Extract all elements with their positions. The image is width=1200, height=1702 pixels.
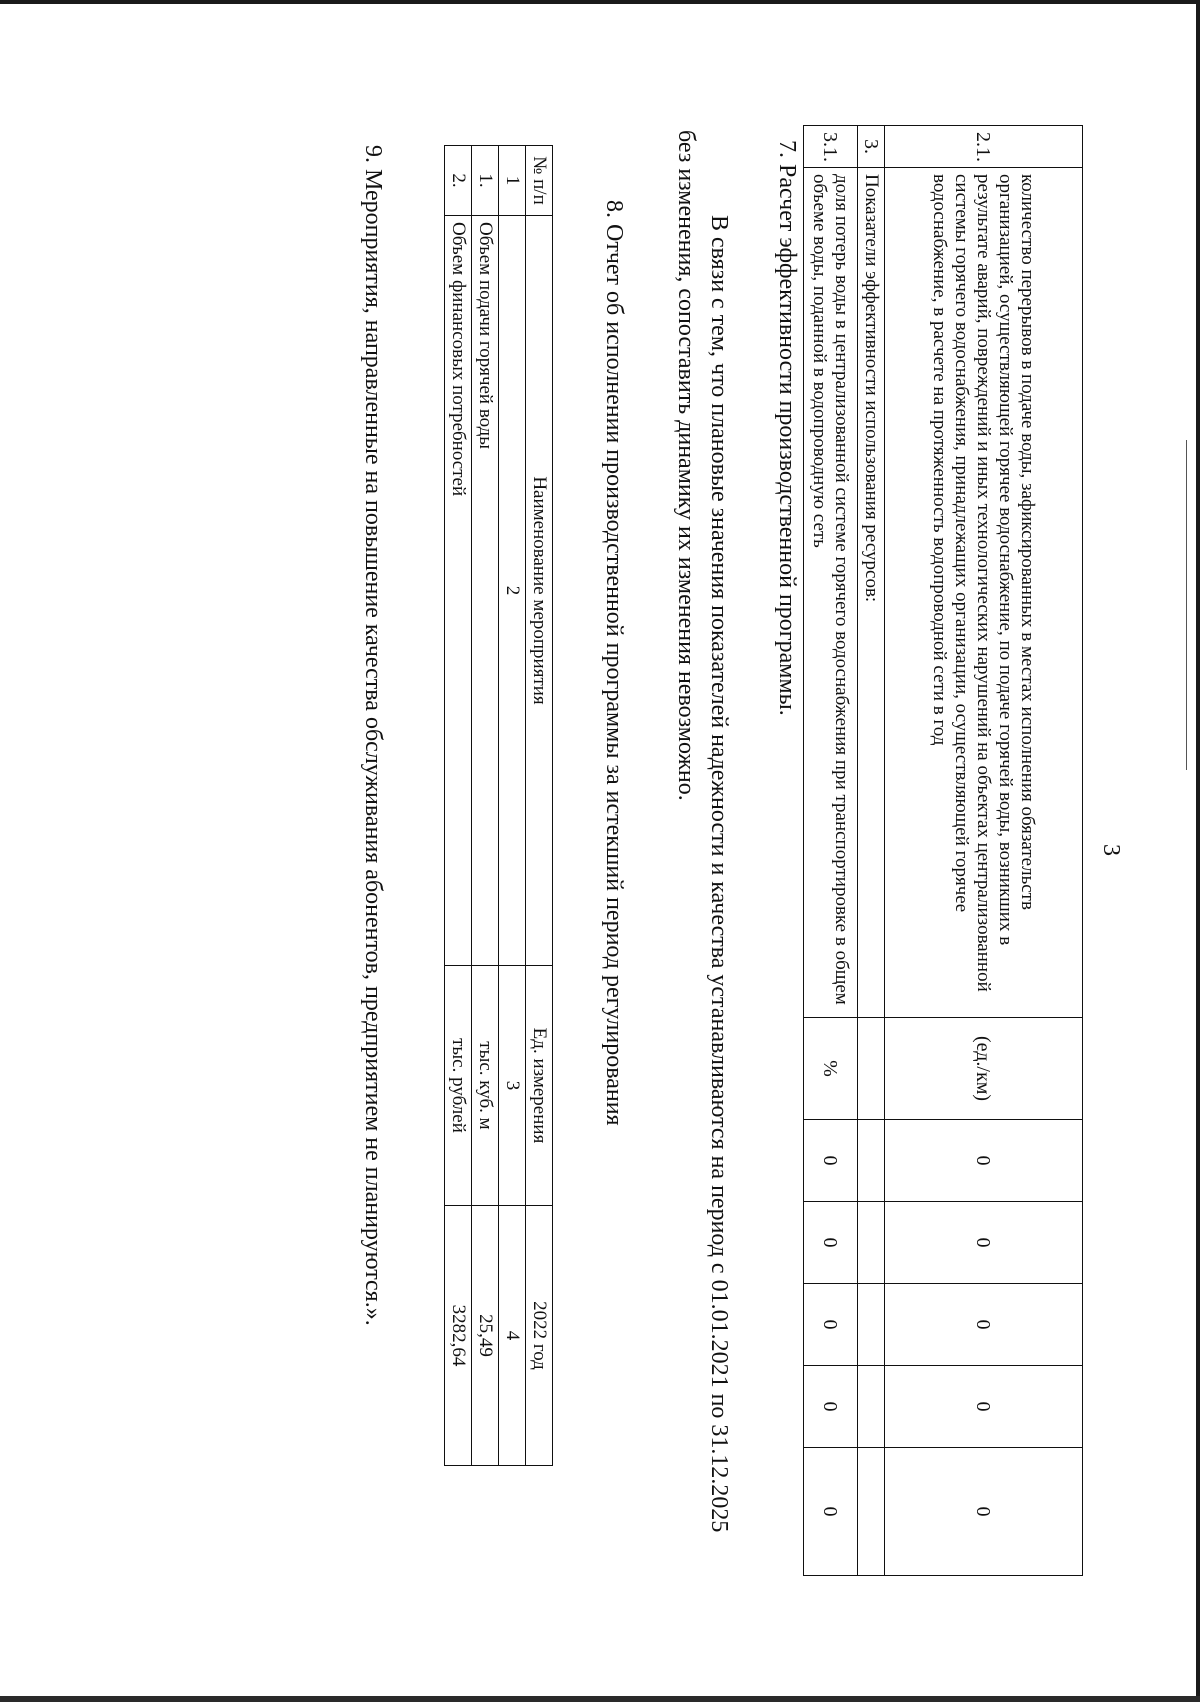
table-row [472,146,499,1466]
scan-edge-top [0,0,1200,4]
row-number: 3. [858,126,885,168]
activity-unit: тыс. куб. м [472,966,499,1206]
scan-edge-bottom [0,1696,1200,1702]
row-number: 1. [472,146,499,216]
indicators-table [803,125,1083,1576]
table-row [858,126,885,1576]
table-row [804,126,858,1576]
indicator-value [858,1366,885,1448]
section-7-paragraph: В связи с тем, что плановые значения показателей надежности и качества устанавливаются на период с 01.01.2021 по 31.12.2025 без изменения, сопоставить динамику их изменения невозможно. [673,130,732,1533]
table-row [885,126,1083,1576]
indicator-unit: (ед./км) [885,1018,1083,1120]
section-9-heading: 9. Мероприятия, направленные на повышение качества обслуживания абонентов, предприятием не планируются.». [360,145,386,1326]
indicator-value: 0 [804,1120,858,1202]
indicator-value: 0 [885,1120,1083,1202]
activity-value: 3282,64 [445,1206,472,1466]
indicator-value: 0 [885,1284,1083,1366]
column-header: 2022 год [526,1206,553,1466]
indicator-unit: % [804,1018,858,1120]
section-8-heading: 8. Отчет об исполнении производственной программы за истекший период регулирования [601,200,627,1126]
activity-value: 25,49 [472,1206,499,1466]
table-header-row [526,146,553,1466]
indicator-value [858,1284,885,1366]
indicator-unit [858,1018,885,1120]
indicator-name: Показатели эффективности использования ресурсов: [858,168,885,1018]
section-7-heading: 7. Расчет эффективности производственной программы. [774,140,800,716]
page-number: 3 [1098,844,1124,856]
indicator-value: 0 [804,1284,858,1366]
row-number: 2.1. [885,126,1083,168]
indicator-value: 0 [804,1366,858,1448]
indicator-name: количество перерывов в подаче воды, зафиксированных в местах исполнения обязательств организацией, осуществляющей горячее водоснабжение, по подаче горячей воды, возникших в результате аварий, повреждений и иных технологических нарушений на объектах централизованной системы горячего водоснабжения, принадлежащих организации, осуществляющей горячее водоснабжение, в расчете на протяженность водопроводной сети в год [885,168,1083,1018]
column-index: 1 [499,146,526,216]
indicator-value: 0 [885,1366,1083,1448]
column-header: Наименование мероприятия [526,216,553,966]
table-row [445,146,472,1466]
row-number: 2. [445,146,472,216]
activity-name: Объем финансовых потребностей [445,216,472,966]
column-index: 2 [499,216,526,966]
indicator-name: доля потерь воды в централизованной системе горячего водоснабжения при транспортировке в общем объеме воды, поданной в водопроводную сеть [804,168,858,1018]
indicator-value [858,1448,885,1576]
indicator-value [858,1120,885,1202]
column-index: 3 [499,966,526,1206]
row-number: 3.1. [804,126,858,168]
table-index-row [499,146,526,1466]
rotated-document-page [85,70,1125,1630]
column-header: № п/п [526,146,553,216]
indicator-value: 0 [804,1202,858,1284]
scan-edge-right [1196,0,1200,1702]
column-header: Ед. измерения [526,966,553,1206]
scan-artifact-line [1186,440,1187,770]
activity-name: Объем подачи горячей воды [472,216,499,966]
activity-unit: тыс. рублей [445,966,472,1206]
report-table [444,145,553,1466]
column-index: 4 [499,1206,526,1466]
indicator-value: 0 [885,1202,1083,1284]
indicator-value: 0 [885,1448,1083,1576]
indicator-value [858,1202,885,1284]
indicator-value: 0 [804,1448,858,1576]
